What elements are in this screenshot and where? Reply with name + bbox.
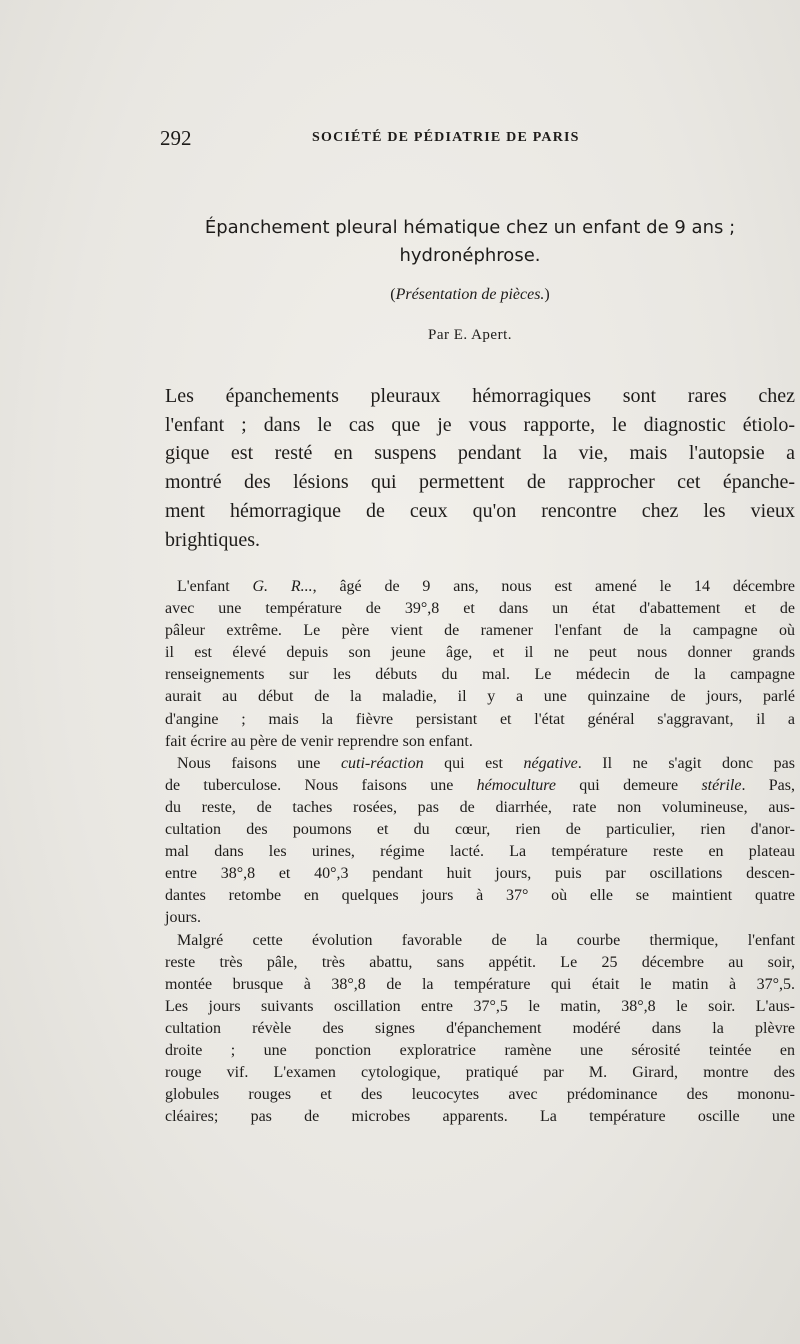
p2-line: entre 38°,8 et 40°,3 pendant huit jours, puis par oscillations descen- (165, 865, 795, 883)
p2-term-negative: négative (523, 754, 578, 772)
subtitle-open-paren: ( (390, 286, 396, 303)
p2-term-hemoculture: hémoculture (476, 776, 556, 794)
intro-line: brightiques. (165, 528, 260, 551)
p3-line: rouge vif. L'examen cytologique, pratiqué par M. Girard, montre des (165, 1064, 795, 1082)
article-title-line-2: hydronéphrose. (399, 245, 541, 266)
p1-line (165, 576, 795, 598)
p2-text: . Pas, (741, 776, 795, 794)
p1-patient-initials: G. R... (252, 578, 313, 595)
article-title-line-1: Épanchement pleural hématique chez un enfant de 9 ans ; (204, 217, 736, 238)
p2-line (165, 775, 795, 797)
intro-line: gique est resté en suspens pendant la vie, mais l'autopsie a (165, 442, 795, 465)
p1-line: avec une température de 39°,8 et dans un état d'abattement et de (165, 600, 795, 618)
p2-line (165, 753, 795, 775)
p1-line: fait écrire au père de venir reprendre son enfant. (165, 732, 473, 750)
p1-text: L'enfant (177, 578, 253, 595)
p3-line: Les jours suivants oscillation entre 37°,5 le matin, 38°,8 le soir. L'aus- (165, 997, 795, 1015)
article-title (150, 214, 790, 270)
p2-line: mal dans les urines, régime lacté. La température reste en plateau (165, 843, 795, 861)
subtitle-text: Présentation de pièces. (395, 286, 545, 303)
p2-term-sterile: stérile (701, 776, 742, 794)
running-title: SOCIÉTÉ DE PÉDIATRIE DE PARIS (312, 130, 580, 145)
p3-line: cléaires; pas de microbes apparents. La température oscille une (165, 1108, 795, 1126)
p1-line: pâleur extrême. Le père vient de ramener l'enfant de la campagne où (165, 622, 795, 640)
p3-line: reste très pâle, très abattu, sans appétit. Le 25 décembre au soir, (165, 953, 795, 971)
article-subtitle (150, 286, 790, 304)
p3-line: droite ; une ponction exploratrice ramène une sérosité teintée en (165, 1041, 795, 1059)
case-report-body (165, 576, 795, 1128)
p1-line: renseignements sur les débuts du mal. Le médecin de la campagne (165, 666, 795, 684)
p3-line: Malgré cette évolution favorable de la courbe thermique, l'enfant (177, 931, 795, 949)
p2-line: dantes retombe en quelques jours à 37° où elle se maintient quatre (165, 887, 795, 905)
p2-line: du reste, de taches rosées, pas de diarrhée, rate non volumineuse, aus- (165, 798, 795, 816)
p2-text: qui est (423, 754, 524, 772)
intro-line: l'enfant ; dans le cas que je vous rapporte, le diagnostic étiolo- (165, 413, 795, 436)
p2-line: cultation des poumons et du cœur, rien de particulier, rien d'anor- (165, 821, 795, 839)
p2-text: qui demeure (556, 776, 702, 794)
intro-line: ment hémorragique de ceux qu'on rencontre chez les vieux (165, 499, 795, 522)
p2-text: de tuberculose. Nous faisons une (165, 776, 477, 794)
article-author: Par E. Apert. (428, 327, 512, 343)
p3-line: montée brusque à 38°,8 de la température qui était le matin à 37°,5. (165, 975, 795, 993)
p2-line: jours. (165, 909, 201, 927)
p2-text: Nous faisons une (177, 754, 341, 772)
p3-line: globules rouges et des leucocytes avec prédominance des mononu- (165, 1086, 795, 1104)
intro-paragraph (165, 382, 795, 554)
intro-line: montré des lésions qui permettent de rapprocher cet épanche- (165, 471, 795, 494)
intro-line: Les épanchements pleuraux hémorragiques sont rares chez (165, 385, 795, 407)
p1-line: d'angine ; mais la fièvre persistant et l'état général s'aggravant, il a (165, 710, 795, 728)
p2-term-cuti-reaction: cuti-réaction (340, 754, 424, 772)
p2-text: . Il ne s'agit donc pas (577, 754, 796, 772)
page-number: 292 (160, 126, 192, 150)
p3-line: cultation révèle des signes d'épanchement modéré dans la plèvre (165, 1019, 795, 1037)
p1-text: , âgé de 9 ans, nous est amené le 14 décembre (312, 578, 796, 595)
page-header (160, 126, 790, 156)
subtitle-close-paren: ) (544, 286, 550, 303)
p1-line: il est élevé depuis son jeune âge, et il ne peut nous donner grands (165, 644, 795, 662)
p1-line: aurait au début de la maladie, il y a une quinzaine de jours, parlé (165, 688, 795, 706)
